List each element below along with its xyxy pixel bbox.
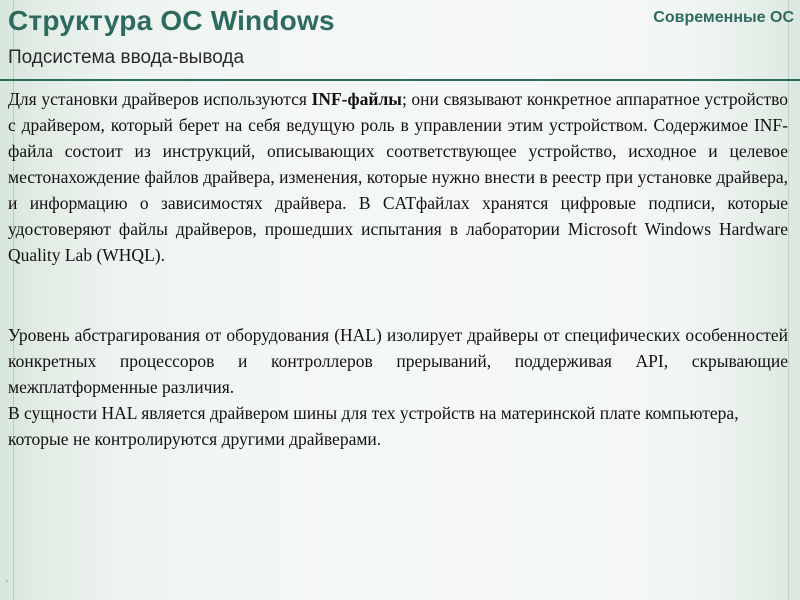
para1-text-after: ; они связывают конкретное аппаратное устройство с драйвером, который берет на себя ведущую роль в управлении этим устройством. Содержимое INF-файла состоит из инструкций, описывающих соответствующее устройство, исходное и целевое местонахождение файлов драйвера, изменения, которые нужно внести в реестр при установке драйвера, и информацию о зависимостях драйвера. В CATфайлах хранятся цифровые подписи, которые удостоверяют файлы драйверов, прошедших испытания в лаборатории Microsoft Windows Hardware Quality Lab (WHQL). (8, 89, 788, 265)
para1-text-before: Для установки драйверов используются (8, 89, 312, 109)
slide-subtitle: Подсистема ввода-вывода (8, 47, 245, 68)
slide-header (0, 0, 800, 80)
header-divider (0, 79, 800, 81)
slide-title: Структура ОС Windows (8, 5, 335, 36)
right-guide-line (788, 0, 789, 600)
paragraph-inf-files (8, 86, 788, 268)
corner-dot (6, 580, 8, 582)
paragraph-hal-bus-driver: В сущности HAL является драйвером шины для тех устройств на материнской плате компьютера, которые не контролируются другими драйверами. (8, 403, 739, 449)
para1-bold-term: INF-файлы (311, 89, 402, 109)
paragraph-hal: Уровень абстрагирования от оборудования (HAL) изолирует драйверы от специфических особенностей конкретных процессоров и контроллеров прерываний, поддерживая API, скрывающие межплатформенные различия. (8, 325, 788, 397)
slide-content (8, 86, 788, 452)
course-label: Современные ОС (653, 9, 794, 26)
